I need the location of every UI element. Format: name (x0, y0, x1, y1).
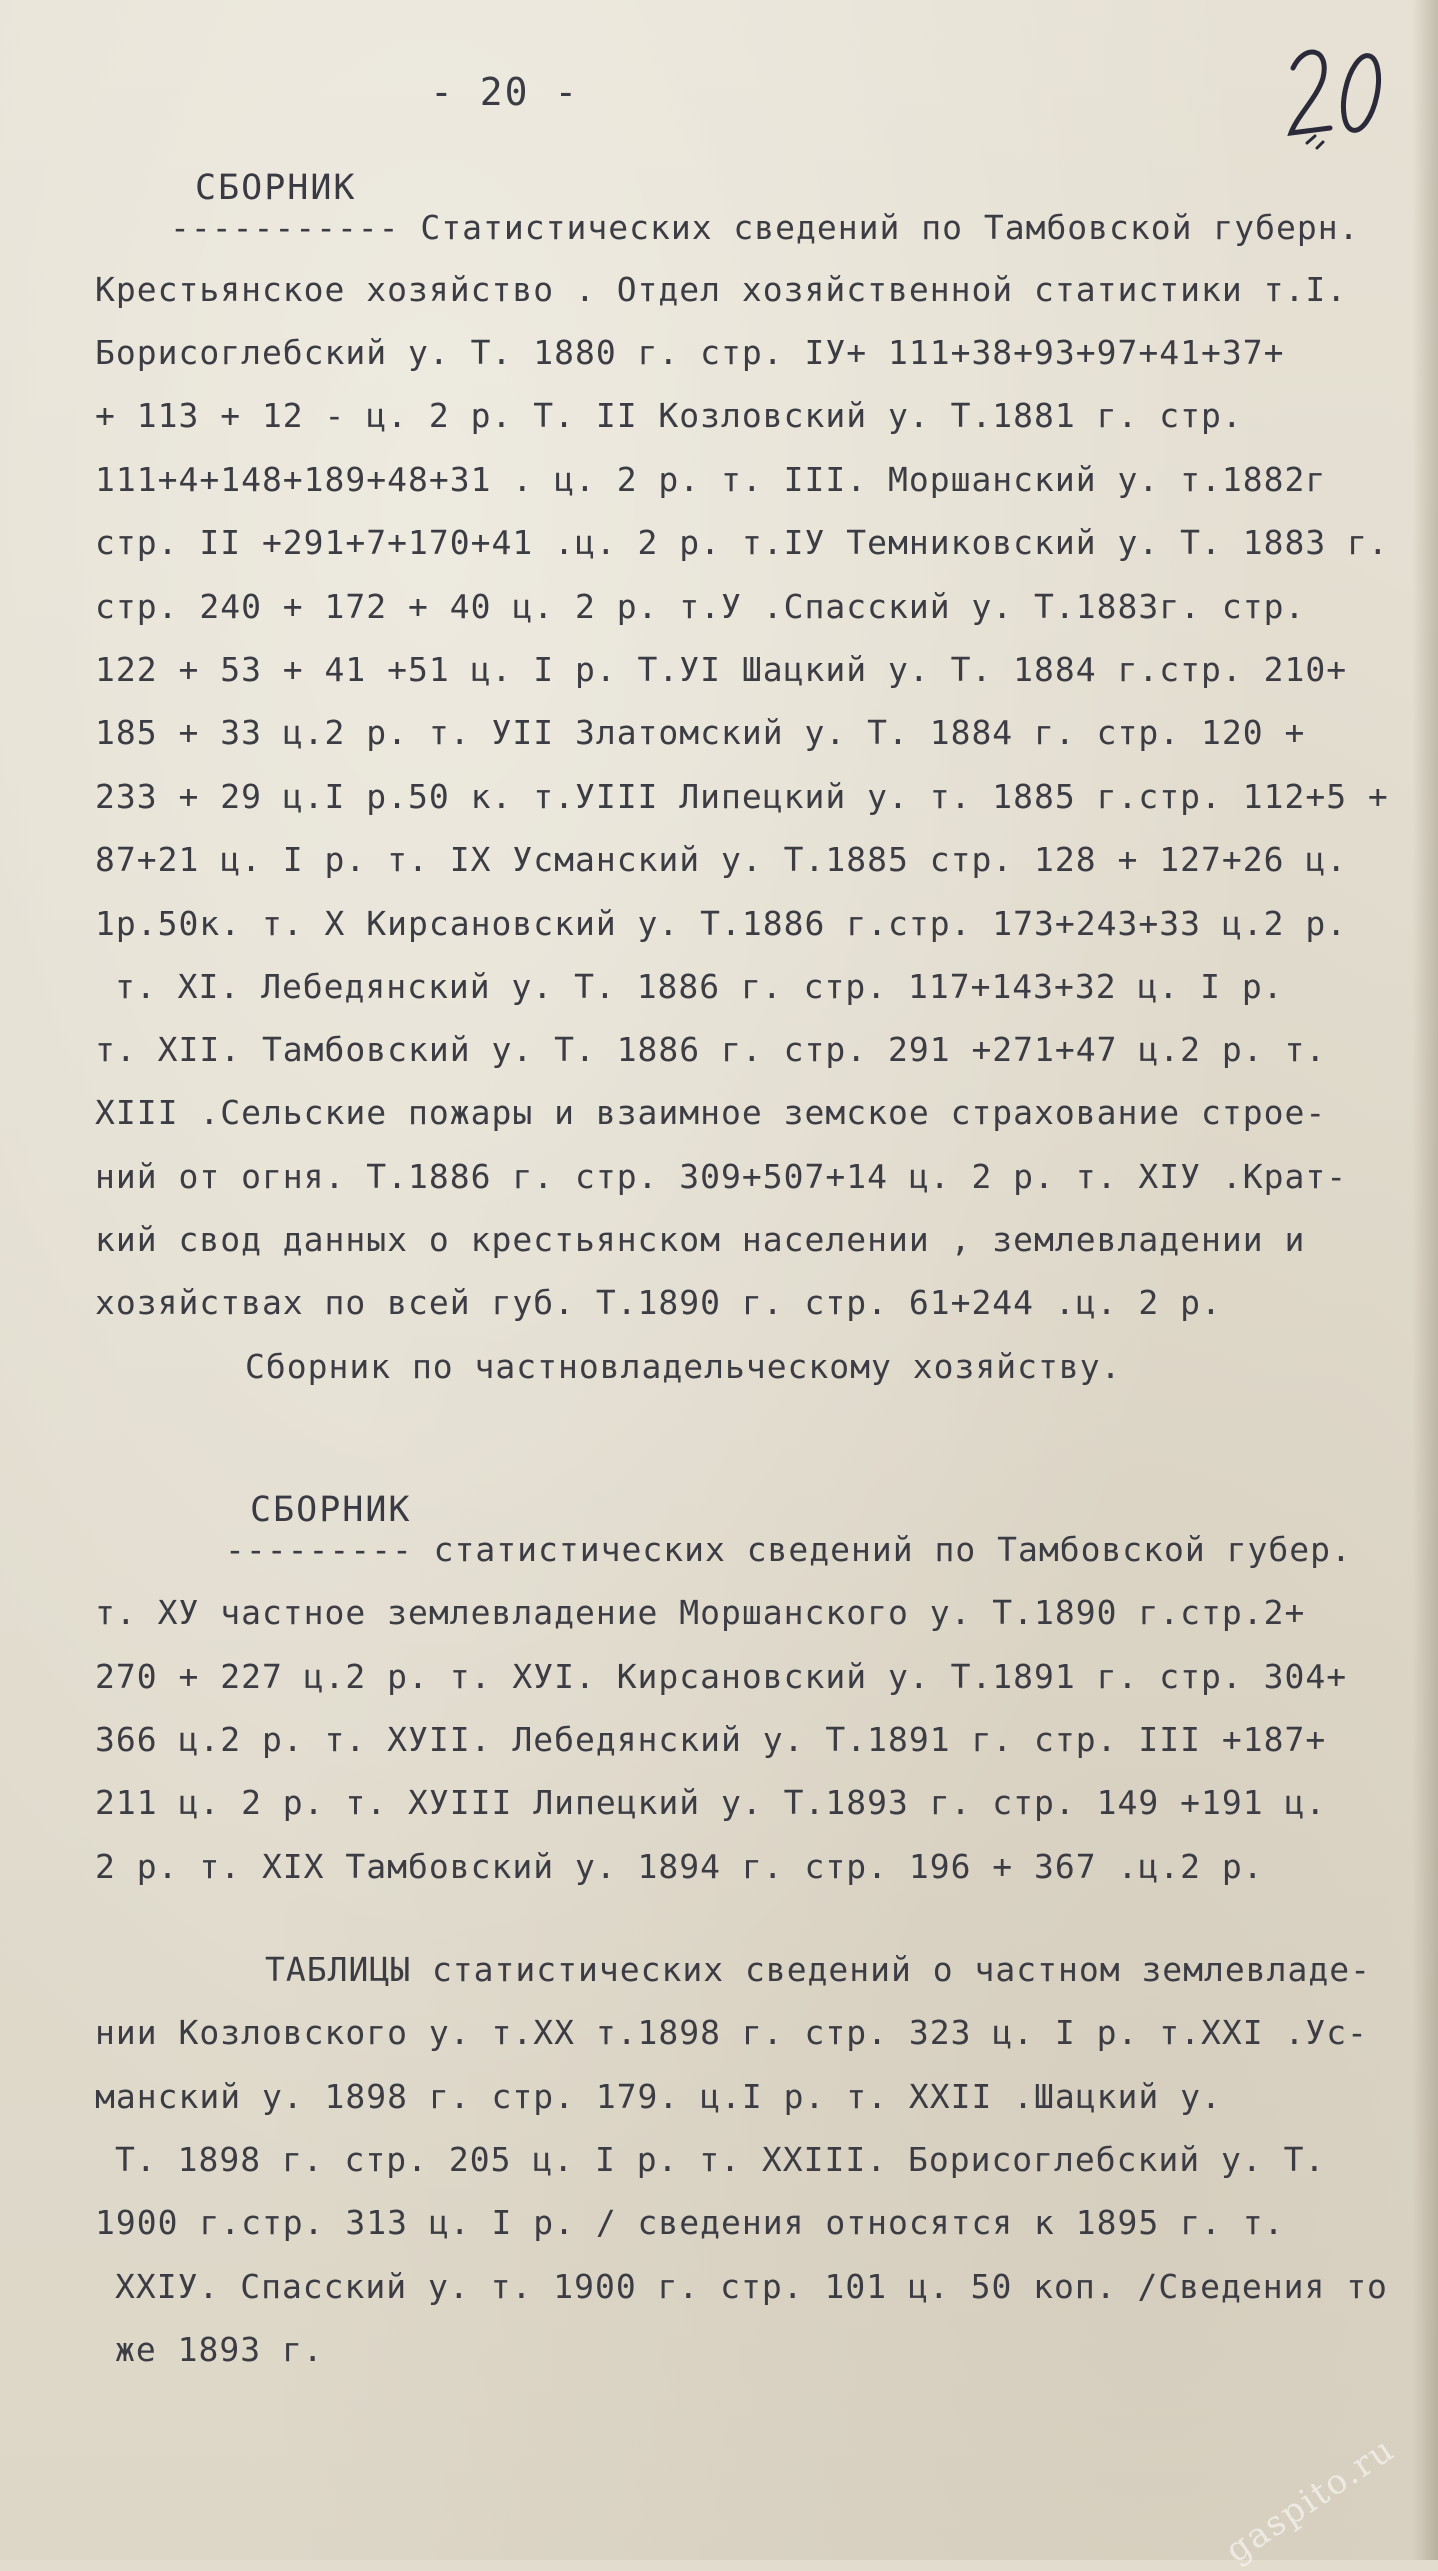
section-1-line: стр. 240 + 172 + 40 ц. 2 р. т.У .Спасский у. Т.1883г. стр. (95, 587, 1306, 626)
section-3-line: манский у. 1898 г. стр. 179. ц.I р. т. ХХII .Шацкий у. (95, 2077, 1222, 2116)
section-2-line: т. ХУ частное землевладение Моршанского у. Т.1890 г.стр.2+ (95, 1593, 1306, 1632)
section-1-line: 122 + 53 + 41 +51 ц. I р. Т.УI Шацкий у. Т. 1884 г.стр. 210+ (95, 650, 1348, 689)
section-2-line: 2 р. т. ХIХ Тамбовский у. 1894 г. стр. 196 + 367 .ц.2 р. (95, 1847, 1264, 1886)
section-1-line: ХIII .Сельские пожары и взаимное земское страхование строе- (95, 1093, 1327, 1132)
section-1-line: 111+4+148+189+48+31 . ц. 2 р. т. III. Моршанский у. т.1882г (95, 460, 1327, 499)
section-1-line: 1р.50к. т. Х Кирсановский у. Т.1886 г.стр. 173+243+33 ц.2 р. (95, 904, 1348, 943)
section-1-line: Крестьянское хозяйство . Отдел хозяйственной статистики т.I. (95, 270, 1348, 309)
section-1-line: стр. II +291+7+170+41 .ц. 2 р. т.IУ Темниковский у. Т. 1883 г. (95, 523, 1389, 562)
section-1-line: Борисоглебский у. Т. 1880 г. стр. IУ+ 111+38+93+97+41+37+ (95, 333, 1285, 372)
section-1-line: кий свод данных о крестьянском населении , землевладении и (95, 1220, 1306, 1259)
section-1-line: ний от огня. Т.1886 г. стр. 309+507+14 ц. 2 р. т. ХIУ .Крат- (95, 1157, 1348, 1196)
section-3-line: ХХIУ. Спасский у. т. 1900 г. стр. 101 ц. 50 коп. /Сведения то (115, 2267, 1388, 2306)
section-1-heading: СБОРНИК (195, 168, 357, 208)
section-1-line: 233 + 29 ц.I р.50 к. т.УIII Липецкий у. т. 1885 г.стр. 112+5 + (95, 777, 1389, 816)
section-2-heading: СБОРНИК (250, 1490, 412, 1530)
section-2-line: 270 + 227 ц.2 р. т. ХУI. Кирсановский у. Т.1891 г. стр. 304+ (95, 1657, 1348, 1696)
section-1-line: 185 + 33 ц.2 р. т. УII Златомский у. Т. 1884 г. стр. 120 + (95, 713, 1306, 752)
section-1-line: Сборник по частновладельческому хозяйству. (245, 1347, 1122, 1386)
section-2-line: 211 ц. 2 р. т. ХУIII Липецкий у. Т.1893 г. стр. 149 +191 ц. (95, 1783, 1327, 1822)
page-number: - 20 - (430, 70, 580, 114)
section-1-line: + 113 + 12 - ц. 2 р. Т. II Козловский у. Т.1881 г. стр. (95, 396, 1243, 435)
section-1-line: хозяйствах по всей губ. Т.1890 г. стр. 61+244 .ц. 2 р. (95, 1283, 1222, 1322)
section-3-line: Т. 1898 г. стр. 205 ц. I р. т. ХХIII. Борисоглебский у. Т. (115, 2140, 1326, 2179)
section-3-line: же 1893 г. (115, 2330, 324, 2369)
handwritten-folio-number (1285, 38, 1395, 158)
section-1-line: 87+21 ц. I р. т. IХ Усманский у. Т.1885 стр. 128 + 127+26 ц. (95, 840, 1348, 879)
page-edge-shadow (1412, 0, 1438, 2560)
section-2-line: 366 ц.2 р. т. ХУII. Лебедянский у. Т.1891 г. стр. III +187+ (95, 1720, 1327, 1759)
section-1-line: ----------- Статистических сведений по Тамбовской губерн. (170, 208, 1360, 247)
section-2-line: --------- статистических сведений по Тамбовской губер. (225, 1530, 1352, 1569)
section-3-line: 1900 г.стр. 313 ц. I р. / сведения относятся к 1895 г. т. (95, 2203, 1285, 2242)
watermark: gaspito.ru (1218, 2429, 1403, 2571)
section-1-line: т. ХII. Тамбовский у. Т. 1886 г. стр. 291 +271+47 ц.2 р. т. (95, 1030, 1327, 1069)
section-3-line: нии Козловского у. т.ХХ т.1898 г. стр. 323 ц. I р. т.ХХI .Ус- (95, 2013, 1368, 2052)
section-1-line: т. ХI. Лебедянский у. Т. 1886 г. стр. 117+143+32 ц. I р. (115, 967, 1284, 1006)
section-3-line: ТАБЛИЦЫ статистических сведений о частном землевладе- (265, 1950, 1371, 1989)
